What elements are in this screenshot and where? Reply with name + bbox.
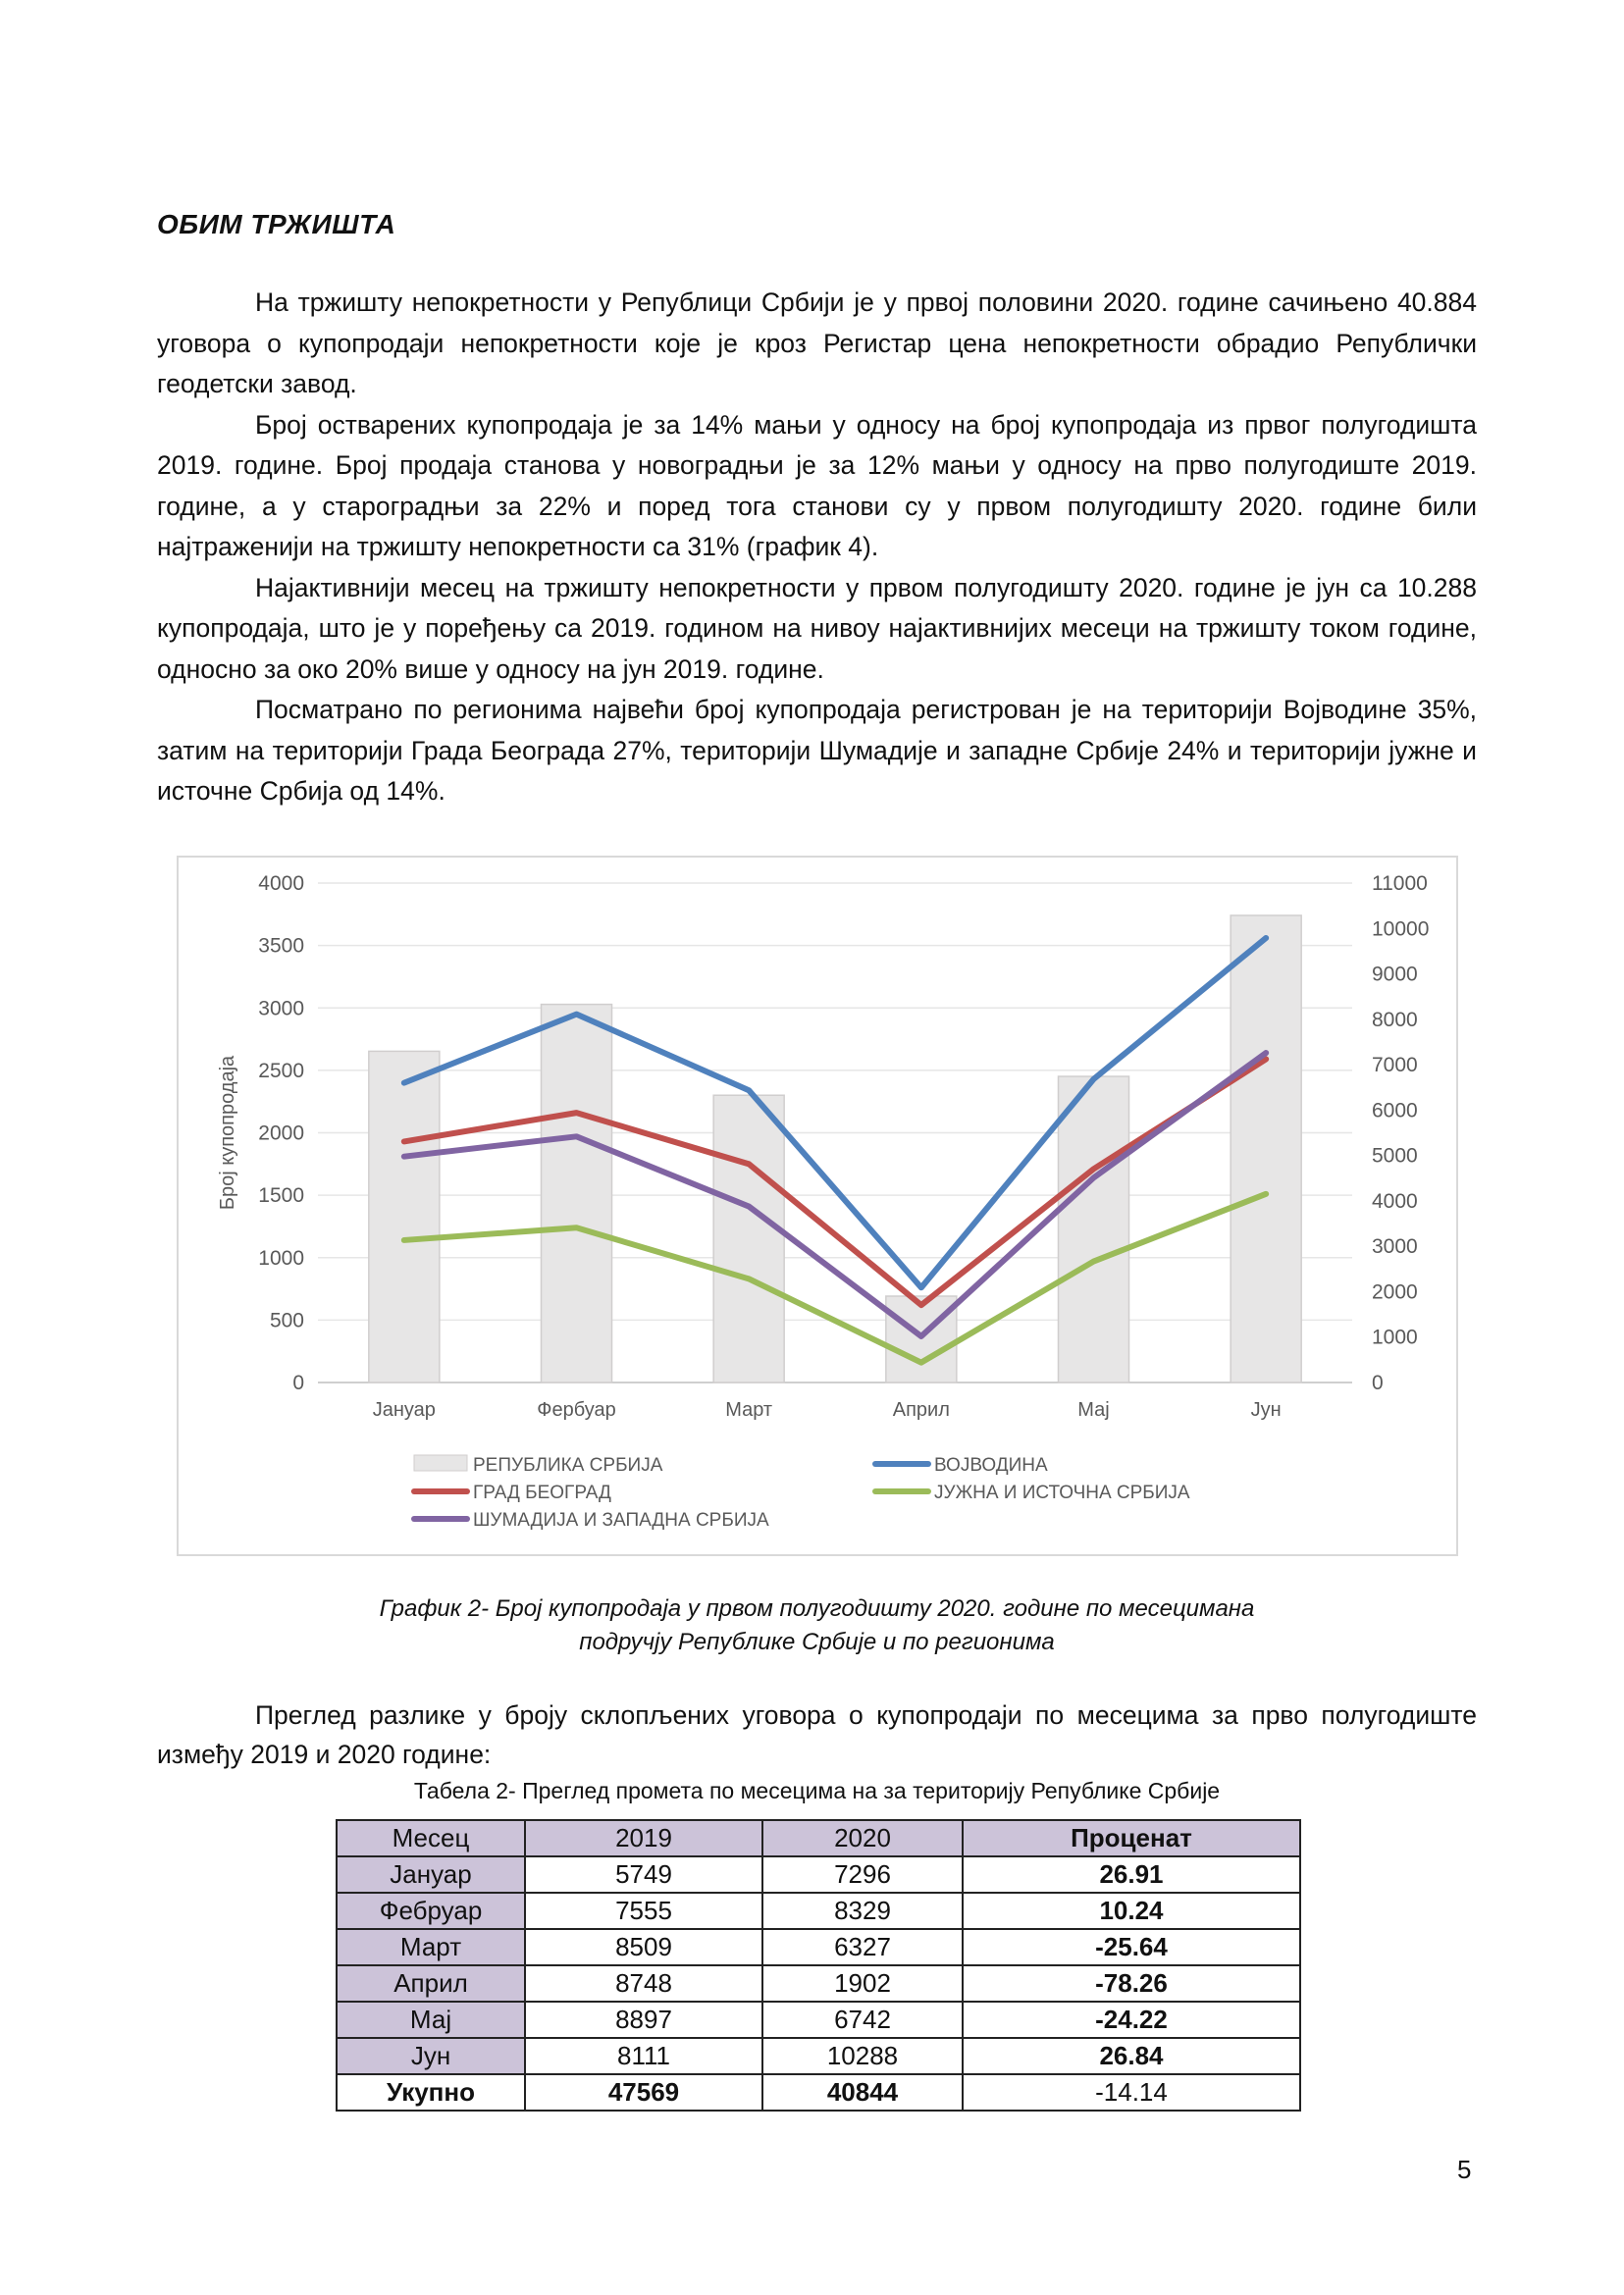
legend-label: ШУМАДИЈА И ЗАПАДНА СРБИЈА: [473, 1510, 769, 1531]
y-axis-title: Број купопродаја: [217, 1055, 238, 1211]
x-tick-label: Март: [725, 1399, 773, 1421]
chart-caption: [157, 1592, 1477, 1659]
x-tick-label: Мај: [1077, 1399, 1110, 1421]
x-tick-label: Фербуар: [537, 1399, 616, 1421]
value-2020-cell: 6327: [762, 1929, 963, 1965]
caption-line: График 2- Број купопродаја у првом полугодишту 2020. године по месецимана: [379, 1595, 1255, 1622]
paragraph: Број остварених купопродаја је за 14% мањи у односу на број купопродаја из првог полугодишта 2019. године. Број продаја станова у новоградњи је за 12% мањи у односу на прво полугодиште 2019. године, а у староградњи за 22% и поред тога станови су у првом полугодишту 2020. године били најтраженији на тржишту непокретности са 31% (график 4).: [157, 409, 1477, 561]
table-total-row: [337, 2074, 1300, 2111]
total-2019-cell: 47569: [525, 2074, 762, 2111]
header-cell-month: Месец: [337, 1820, 525, 1856]
legend-swatch: [414, 1455, 467, 1471]
table-row: [337, 2002, 1300, 2038]
month-cell: Јануар: [337, 1856, 525, 1893]
month-cell: Фебруар: [337, 1893, 525, 1929]
header-cell-2020: 2020: [762, 1820, 963, 1856]
table-row: [337, 1929, 1300, 1965]
y-tick-label: 2500: [258, 1059, 304, 1082]
value-2020-cell: 8329: [762, 1893, 963, 1929]
y-tick-label: 1000: [258, 1246, 304, 1270]
line-series: [404, 1194, 1266, 1363]
y2-tick-label: 10000: [1372, 917, 1430, 941]
month-cell: Април: [337, 1965, 525, 2002]
value-2019-cell: 7555: [525, 1893, 762, 1929]
combo-chart: [179, 858, 1456, 1554]
total-2020-cell: 40844: [762, 2074, 963, 2111]
table-row: [337, 1856, 1300, 1893]
y2-tick-label: 0: [1372, 1372, 1384, 1394]
paragraph: Посматрано по регионима највећи број купопродаја регистрован је на територији Војводине 35%, затим на територији Града Београда 27%, територији Шумадије и западне Србије 24% и територији јужне и источне Србија од 14%.: [157, 695, 1477, 806]
month-cell: Март: [337, 1929, 525, 1965]
bar: [713, 1095, 784, 1382]
y2-tick-label: 11000: [1372, 872, 1428, 895]
table-intro: [157, 1695, 1477, 1774]
percent-cell: 10.24: [963, 1893, 1300, 1929]
header-cell-percent: Проценат: [963, 1820, 1300, 1856]
paragraph: Најактивнији месец на тржишту непокретности у првом полугодишту 2020. године је јун са 10.288 купопродаја, што је у поређењу са 2019. годином на нивоу најактивнијих месеци на тржишту током године, односно за око 20% више у односу на јун 2019. године.: [157, 572, 1477, 684]
legend-label: ГРАД БЕОГРАД: [473, 1483, 611, 1503]
table-row: [337, 1893, 1300, 1929]
legend-label: РЕПУБЛИКА СРБИЈА: [473, 1455, 663, 1476]
value-2019-cell: 5749: [525, 1856, 762, 1893]
paragraph: На тржишту непокретности у Републици Србији је у првој половини 2020. године сачињено 40.884 уговора о купопродаји непокретности које је кроз Регистар цена непокретности обрадио Републички геодетски завод.: [157, 287, 1477, 398]
table-header-row: [337, 1820, 1300, 1856]
percent-cell: 26.84: [963, 2038, 1300, 2074]
bar: [1231, 915, 1301, 1382]
table-title: Табела 2- Преглед промета по месецима на за територију Републике Србије: [413, 1778, 1221, 1803]
bar: [886, 1296, 957, 1382]
sales-table: [336, 1819, 1301, 2112]
legend-label: ВОЈВОДИНА: [934, 1455, 1048, 1476]
legend-label: ЈУЖНА И ИСТОЧНА СРБИЈА: [934, 1483, 1190, 1503]
page-number: 5: [1457, 2155, 1472, 2184]
table-row: [337, 2038, 1300, 2074]
bar: [1059, 1076, 1129, 1382]
percent-cell: -78.26: [963, 1965, 1300, 2002]
y2-tick-label: 9000: [1372, 963, 1418, 986]
paragraph: Преглед разлике у броју склопљених уговора о купопродаји по месецима за прво полугодиште између 2019 и 2020 године:: [157, 1700, 1477, 1769]
month-cell: Јун: [337, 2038, 525, 2074]
y2-tick-label: 5000: [1372, 1144, 1418, 1168]
x-tick-label: Јануар: [372, 1399, 436, 1421]
y2-tick-label: 7000: [1372, 1054, 1418, 1077]
caption-line: подручју Републике Србије и по регионима: [579, 1629, 1055, 1655]
body-text: [157, 283, 1477, 812]
y2-tick-label: 1000: [1372, 1326, 1418, 1349]
header-cell-2019: 2019: [525, 1820, 762, 1856]
bar: [369, 1051, 440, 1382]
y2-tick-label: 3000: [1372, 1235, 1418, 1259]
y-tick-label: 0: [292, 1372, 304, 1394]
month-cell: Мај: [337, 2002, 525, 2038]
y2-tick-label: 8000: [1372, 1008, 1418, 1031]
y-tick-label: 500: [269, 1309, 304, 1332]
y-tick-label: 3000: [258, 997, 304, 1020]
y-tick-label: 3500: [258, 934, 304, 958]
percent-cell: 26.91: [963, 1856, 1300, 1893]
y-tick-label: 1500: [258, 1184, 304, 1208]
value-2020-cell: 1902: [762, 1965, 963, 2002]
total-percent-cell: -14.14: [963, 2074, 1300, 2111]
y2-tick-label: 6000: [1372, 1099, 1418, 1122]
total-label-cell: Укупно: [337, 2074, 525, 2111]
y2-tick-label: 4000: [1372, 1189, 1418, 1213]
percent-cell: -25.64: [963, 1929, 1300, 1965]
value-2019-cell: 8509: [525, 1929, 762, 1965]
value-2020-cell: 6742: [762, 2002, 963, 2038]
y-tick-label: 2000: [258, 1121, 304, 1145]
x-tick-label: Јун: [1250, 1399, 1282, 1421]
value-2019-cell: 8748: [525, 1965, 762, 2002]
y2-tick-label: 2000: [1372, 1280, 1418, 1304]
value-2020-cell: 7296: [762, 1856, 963, 1893]
section-heading: ОБИМ ТРЖИШТА: [157, 209, 396, 239]
value-2020-cell: 10288: [762, 2038, 963, 2074]
percent-cell: -24.22: [963, 2002, 1300, 2038]
x-tick-label: Април: [892, 1399, 950, 1421]
bar: [542, 1005, 612, 1382]
table-row: [337, 1965, 1300, 2002]
value-2019-cell: 8111: [525, 2038, 762, 2074]
chart-container: [177, 856, 1458, 1556]
y-tick-label: 4000: [258, 872, 304, 895]
value-2019-cell: 8897: [525, 2002, 762, 2038]
